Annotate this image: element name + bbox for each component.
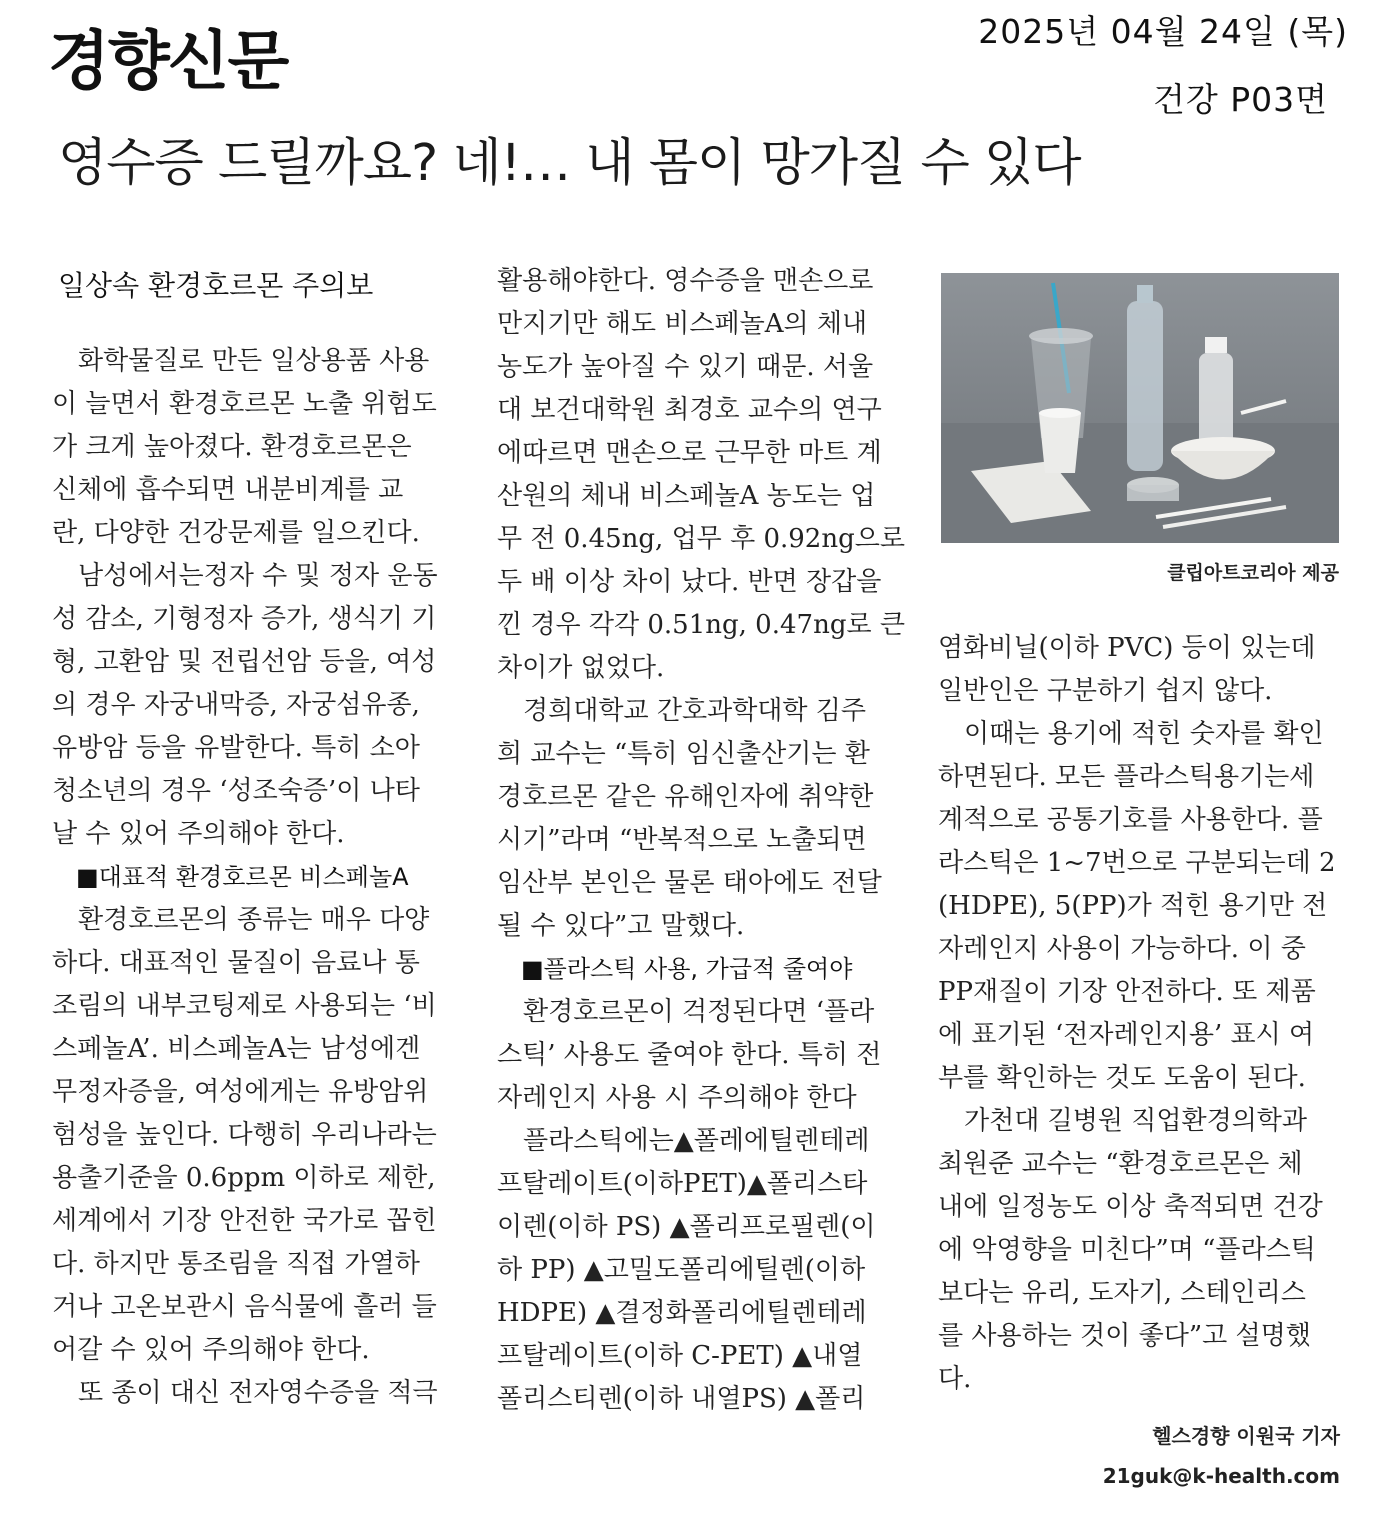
body-line: 의 경우 자궁내막증, 자궁섬유종, xyxy=(52,690,420,720)
col1-body xyxy=(52,340,462,1415)
body-line: 보다는 유리, 도자기, 스테인리스 xyxy=(938,1278,1306,1308)
publication-date: 2025년 04월 24일 (목) xyxy=(978,12,1348,51)
body-line: 염화비닐(이하 PVC) 등이 있는데 xyxy=(938,633,1316,663)
byline-block xyxy=(1103,1416,1340,1496)
body-line: 스페놀A’. 비스페놀A는 남성에겐 xyxy=(52,1034,421,1064)
body-line: 대 보건대학원 최경호 교수의 연구 xyxy=(497,395,882,425)
body-line: 스틱’ 사용도 줄여야 한다. 특히 전 xyxy=(497,1040,882,1070)
body-line: 성 감소, 기형정자 증가, 생식기 기 xyxy=(52,604,437,634)
body-line: 란, 다양한 건강문제를 일으킨다. xyxy=(52,518,420,548)
body-line: 경희대학교 간호과학대학 김주 xyxy=(497,696,867,726)
body-line: 무 전 0.45ng, 업무 후 0.92ng으로 xyxy=(497,524,905,554)
body-line: 를 사용하는 것이 좋다”고 설명했 xyxy=(938,1321,1311,1351)
body-line: 일반인은 구분하기 쉽지 않다. xyxy=(938,676,1273,706)
body-line: 폴리스티렌(이하 내열PS) ▲폴리 xyxy=(497,1384,866,1414)
body-line: 화학물질로 만든 일상용품 사용 xyxy=(52,346,430,376)
body-line: 임산부 본인은 물론 태아에도 전달 xyxy=(497,868,882,898)
body-line: 에 표기된 ‘전자레인지용’ 표시 여 xyxy=(938,1020,1315,1050)
article-column-1 xyxy=(52,260,462,1415)
article-column-3 xyxy=(938,627,1348,1401)
body-line: 프탈레이트(이하 C-PET) ▲내열 xyxy=(497,1341,863,1371)
body-line: 하 PP) ▲고밀도폴리에틸렌(이하 xyxy=(497,1255,866,1285)
body-line: 환경호르몬이 걱정된다면 ‘플라 xyxy=(497,997,875,1027)
body-line: 가 크게 높아졌다. 환경호르몬은 xyxy=(52,432,412,462)
body-line: 청소년의 경우 ‘성조숙증’이 나타 xyxy=(52,776,420,806)
masthead-logo: 경향신문 xyxy=(48,25,288,99)
body-line: 거나 고온보관시 음식물에 흘러 들 xyxy=(52,1292,437,1322)
body-line: 차이가 없었다. xyxy=(497,653,665,683)
reporter-name: 헬스경향 이원국 기자 xyxy=(1152,1424,1340,1448)
body-line: 어갈 수 있어 주의해야 한다. xyxy=(52,1335,370,1365)
body-line: 용출기준을 0.6ppm 이하로 제한, xyxy=(52,1163,436,1193)
body-line: 농도가 높아질 수 있기 때문. 서울 xyxy=(497,352,874,382)
article-photo xyxy=(941,273,1339,543)
section-page: 건강 P03면 xyxy=(1152,80,1328,119)
body-line: 산원의 체내 비스페놀A 농도는 업 xyxy=(497,481,876,511)
body-line: 조림의 내부코팅제로 사용되는 ‘비 xyxy=(52,991,437,1021)
body-line: 남성에서는정자 수 및 정자 운동 xyxy=(52,561,438,591)
body-line: 하면된다. 모든 플라스틱용기는세 xyxy=(938,762,1315,792)
body-line: 하다. 대표적인 물질이 음료나 통 xyxy=(52,948,420,978)
body-line: 에 악영향을 미친다”며 “플라스틱 xyxy=(938,1235,1316,1265)
body-line: ■플라스틱 사용, 가급적 줄여야 xyxy=(497,955,853,983)
body-line: 시기”라며 “반복적으로 노출되면 xyxy=(497,825,867,855)
body-line: 가천대 길병원 직업환경의학과 xyxy=(938,1106,1308,1136)
body-line: 이렌(이하 PS) ▲폴리프로필렌(이 xyxy=(497,1212,876,1242)
reporter-email: 21guk@k-health.com xyxy=(1102,1464,1340,1488)
body-line: 이 늘면서 환경호르몬 노출 위험도 xyxy=(52,389,437,419)
col3-body xyxy=(938,627,1348,1401)
body-line: 플라스틱에는▲폴레에틸렌테레 xyxy=(497,1126,870,1156)
body-line: (HDPE), 5(PP)가 적힌 용기만 전 xyxy=(938,891,1328,921)
body-line: PP재질이 기장 안전하다. 또 제품 xyxy=(938,977,1316,1007)
body-line: 이때는 용기에 적힌 숫자를 확인 xyxy=(938,719,1324,749)
body-line: 유방암 등을 유발한다. 특히 소아 xyxy=(52,733,420,763)
body-line: 형, 고환암 및 전립선암 등을, 여성 xyxy=(52,647,437,677)
body-line: 두 배 이상 차이 났다. 반면 장갑을 xyxy=(497,567,882,597)
body-line: 다. 하지만 통조림을 직접 가열하 xyxy=(52,1249,420,1279)
body-line: 활용해야한다. 영수증을 맨손으로 xyxy=(497,266,874,296)
body-line: 내에 일정농도 이상 축적되면 건강 xyxy=(938,1192,1323,1222)
body-line: ■대표적 환경호르몬 비스페놀A xyxy=(52,863,409,891)
body-line: 에따르면 맨손으로 근무한 마트 계 xyxy=(497,438,882,468)
subheadline: 일상속 환경호르몬 주의보 xyxy=(58,269,374,302)
body-line: 계적으로 공통기호를 사용한다. 플 xyxy=(938,805,1323,835)
body-line: 될 수 있다”고 말했다. xyxy=(497,911,745,941)
body-line: 험성을 높인다. 다행히 우리나라는 xyxy=(52,1120,437,1150)
body-line: 경호르몬 같은 유해인자에 취약한 xyxy=(497,782,874,812)
body-line: 희 교수는 “특히 임신출산기는 환 xyxy=(497,739,870,769)
article-column-2 xyxy=(497,260,907,1421)
body-line: 만지기만 해도 비스페놀A의 체내 xyxy=(497,309,868,339)
body-line: 다. xyxy=(938,1364,972,1394)
body-line: 세계에서 기장 안전한 국가로 꼽힌 xyxy=(52,1206,437,1236)
body-line: 프탈레이트(이하PET)▲폴리스타 xyxy=(497,1169,868,1199)
body-line: 날 수 있어 주의해야 한다. xyxy=(52,819,345,849)
col2-body xyxy=(497,260,907,1421)
photo-credit: 클립아트코리아 제공 xyxy=(1167,562,1339,584)
body-line: 자레인지 사용 시 주의해야 한다 xyxy=(497,1083,857,1113)
body-line: 무정자증을, 여성에게는 유방암위 xyxy=(52,1077,429,1107)
body-line: 자레인지 사용이 가능하다. 이 중 xyxy=(938,934,1306,964)
body-line: 또 종이 대신 전자영수증을 적극 xyxy=(52,1378,438,1408)
body-line: 라스틱은 1~7번으로 구분되는데 2 xyxy=(938,848,1336,878)
body-line: 최원준 교수는 “환경호르몬은 체 xyxy=(938,1149,1303,1179)
body-line: 부를 확인하는 것도 도움이 된다. xyxy=(938,1063,1306,1093)
body-line: 낀 경우 각각 0.51ng, 0.47ng로 큰 xyxy=(497,610,905,640)
body-line: HDPE) ▲결정화폴리에틸렌테레 xyxy=(497,1298,867,1328)
body-line: 환경호르몬의 종류는 매우 다양 xyxy=(52,905,430,935)
body-line: 신체에 흡수되면 내분비계를 교 xyxy=(52,475,404,505)
headline: 영수증 드릴까요? 네!… 내 몸이 망가질 수 있다 xyxy=(58,134,1081,193)
